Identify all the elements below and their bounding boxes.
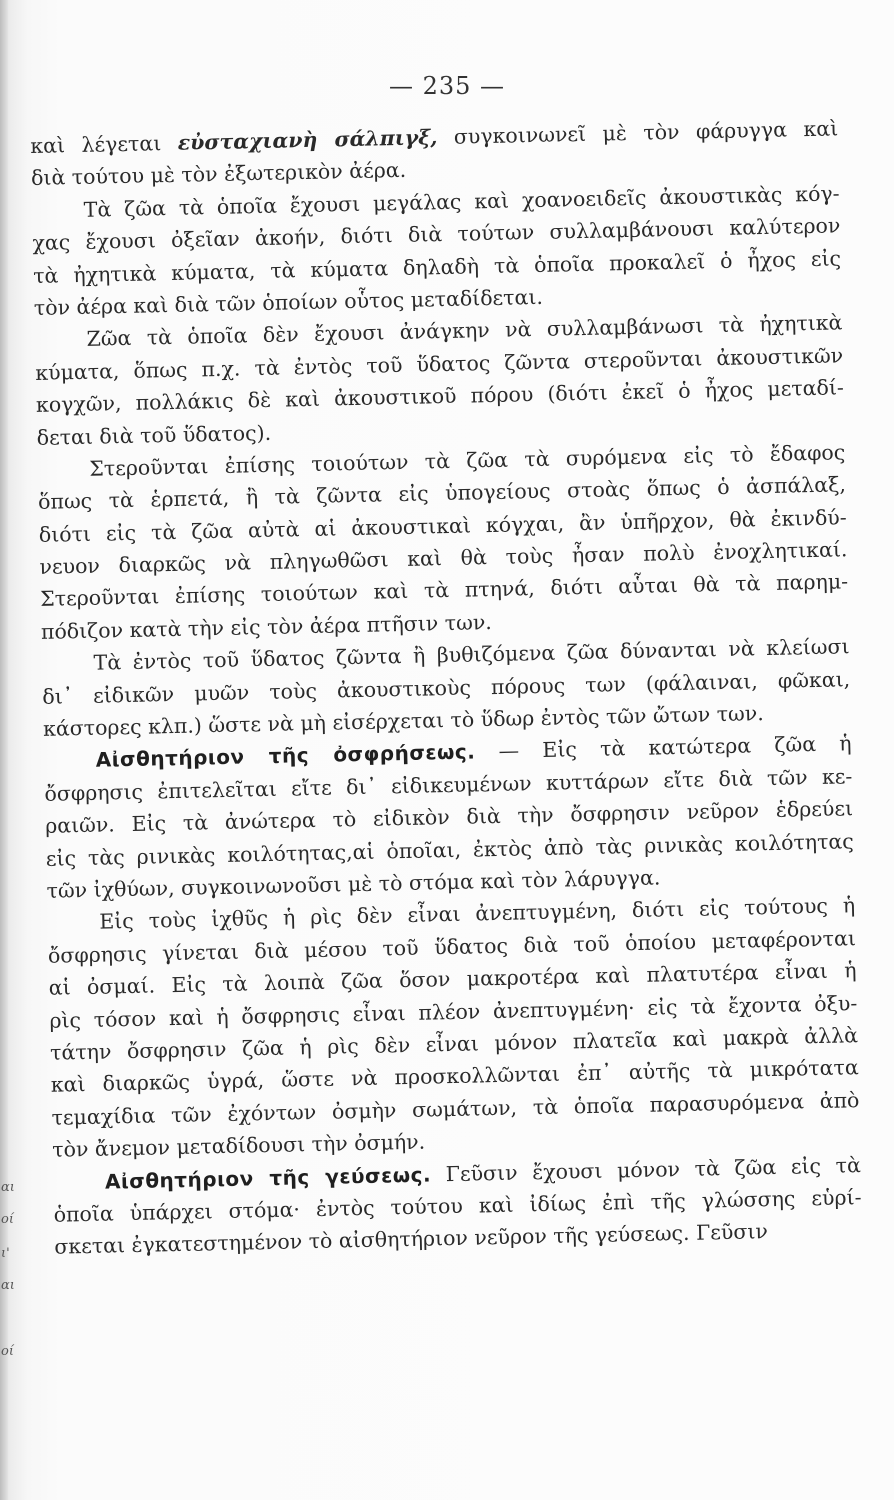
section-heading: Αἰσθητήριον τῆς ὀσφρήσεως. [95,739,476,773]
text-line: τάτην ὄσφρησιν ζῶα ἡ ρὶς δὲν εἶναι μόνον πλατεῖα καὶ μακρὰ ἀλλὰ [49,1023,859,1065]
text-line: χας ἔχουσι ὀξεῖαν ἀκοήν, διότι διὰ τούτων συλλαμβάνουσι καλύτερον [32,213,841,256]
paragraph [31,177,842,324]
text-line: ραιῶν. Εἰς τὰ ἀνώτερα τὸ εἰδικὸν διὰ τὴν ὄσφρησιν νεῦρον ἑδρεύει [44,796,854,839]
text-line: Ζῶα τὰ ὁποῖα δὲν ἔχουσι ἀνάγκην νὰ συλλαμβάνωσι τὰ ἠχητικὰ [86,310,843,352]
text-line: τεμαχίδια τῶν ἐχόντων ὀσμὴν σωμάτων, τὰ ὁποῖα παρασυρόμενα ἀπὸ [51,1087,860,1130]
paragraph [41,631,851,746]
text-line: ὄσφρησις ἐπιτελεῖται εἴτε δι᾽ εἰδικευμένων κυττάρων εἴτε διὰ τῶν κε- [44,764,853,806]
text-line: τὰ ἠχητικὰ κύματα, τὰ κύματα δηλαδὴ τὰ ὁποῖα προκαλεῖ ὁ ἦχος εἰς [32,245,842,288]
text-line: τὸν ἄνεμον μεταδίδουσι τὴν ὀσμήν. [51,1129,426,1162]
text-line: Εἰς τοὺς ἰχθῦς ἡ ρὶς δὲν εἶναι ἀνεπτυγμένη, διότι εἰς τούτους ἡ [99,893,856,935]
text-line: νευον διαρκῶς νὰ πληγωθῶσι καὶ θὰ τοὺς ἦσαν πολὺ ἐνοχλητικαί. [39,537,848,579]
section-heading: Αἰσθητήριον τῆς γεύσεως. [104,1162,432,1194]
text-line: ὅπως τὰ ἑρπετά, ἢ τὰ ζῶντα εἰς ὑπογείους στοὰς ὅπως ὁ ἀσπάλαξ, [37,472,847,515]
text-line: τὸν ἀέρα καὶ διὰ τῶν ὁποίων οὗτος μεταδίδεται. [33,284,544,320]
margin-mark: οί [1,1344,14,1359]
text-line: κύματα, ὅπως π.χ. τὰ ἐντὸς τοῦ ὕδατος ζῶντα στεροῦνται ἀκουστικῶν [35,343,844,385]
text-run: — Εἰς τὰ κατώτερα ζῶα ἡ [475,731,852,764]
paragraph [37,436,849,648]
text-line: αἱ ὀσμαί. Εἰς τὰ λοιπὰ ζῶα ὅσον μακροτέρα καὶ πλατυτέρα εἶναι ἡ [48,958,857,1000]
paragraph [34,307,845,454]
text-line: διὰ τούτου μὲ τὸν ἐξωτερικὸν ἀέρα. [30,158,407,191]
text-line: τῶν ἰχθύων, συγκοινωνοῦσι μὲ τὸ στόμα καὶ τὸν λάρυγγα. [46,865,661,903]
text-run: Γεῦσιν ἔχουσι μόνον τὰ ζῶα εἰς τὰ [430,1152,862,1186]
text-line: Τὰ ζῶα τὰ ὁποῖα ἔχουσι μεγάλας καὶ χοανοειδεῖς ἀκουστικὰς κόγ- [83,181,840,222]
text-line: Τὰ ἐντὸς τοῦ ὕδατος ζῶντα ἢ βυθιζόμενα ζῶα δύνανται νὰ κλείωσι [93,634,850,675]
margin-mark: αι [1,1180,15,1195]
text-line: σκεται ἐγκατεστημένον τὸ αἰσθητήριον νεῦρον τῆς γεύσεως. Γεῦσιν [54,1219,769,1260]
margin-mark: οί [1,1212,14,1227]
text-line: Στεροῦνται ἐπίσης τοιούτων τὰ ζῶα τὰ συρόμενα εἰς τὸ ἔδαφος [89,440,846,481]
body-text [30,112,863,1263]
margin-mark: ι' [1,1246,10,1261]
margin-mark: αι [1,1278,15,1293]
page-number: — 235 — [388,72,506,100]
text-line: ὄσφρησις γίνεται διὰ μέσου τοῦ ὕδατος διὰ τοῦ ὁποίου μεταφέρονται [47,925,857,968]
text-line: κογχῶν, πολλάκις δὲ καὶ ἀκουστικοῦ πόρου (διότι ἐκεῖ ὁ ἦχος μεταδί- [35,375,845,418]
paragraph [53,1149,863,1264]
left-margin-marks [0,0,26,1500]
paragraph [43,728,854,908]
text-line: εἰς τὰς ρινικὰς κοιλότητας,αἱ ὁποῖαι, ἐκτὸς ἀπὸ τὰς ρινικὰς κοιλότητας [45,828,854,871]
text-line: ρὶς τόσον καὶ ἡ ὄσφρησις εἶναι πλέον ἀνεπτυγμένη· εἰς τὰ ἔχοντα ὀξυ- [49,990,858,1033]
text-line: δι᾽ εἰδικῶν μυῶν τοὺς ἀκουστικοὺς πόρους των (φάλαιναι, φῶκαι, [42,666,851,709]
text-line: κάστορες κλπ.) ὥστε νὰ μὴ εἰσέρχεται τὸ ὕδωρ ἐντὸς τῶν ὤτων των. [42,701,764,741]
text-run: καὶ λέγεται [30,130,178,158]
text-run: συγκοινωνεῖ μὲ τὸν φάρυγγα καὶ [437,116,839,150]
text-line: διότι εἰς τὰ ζῶα αὐτὰ αἱ ἀκουστικαὶ κόγχαι, ἂν ὑπῆρχον, θὰ ἐκινδύ- [38,504,847,547]
emphasized-term: εὐσταχιανὴ σάλπιγξ, [177,125,438,155]
text-line: καὶ διαρκῶς ὑγρά, ὥστε νὰ προσκολλῶνται ἐπ᾽ αὐτῆς τὰ μικρότατα [50,1055,859,1098]
text-line: Στεροῦνται ἐπίσης τοιούτων καὶ τὰ πτηνά, διότι αὗται θὰ τὰ παρημ- [39,569,849,612]
paragraph [47,890,860,1167]
text-line: πόδιζον κατὰ τὴν εἰς τὸν ἀέρα πτῆσιν των. [40,609,493,644]
text-line: δεται διὰ τοῦ ὕδατος). [36,420,272,450]
text-line: ὁποῖα ὑπάρχει στόμα· ἐντὸς τούτου καὶ ἰδίως ἐπὶ τῆς γλώσσης εὑρί- [53,1185,862,1227]
